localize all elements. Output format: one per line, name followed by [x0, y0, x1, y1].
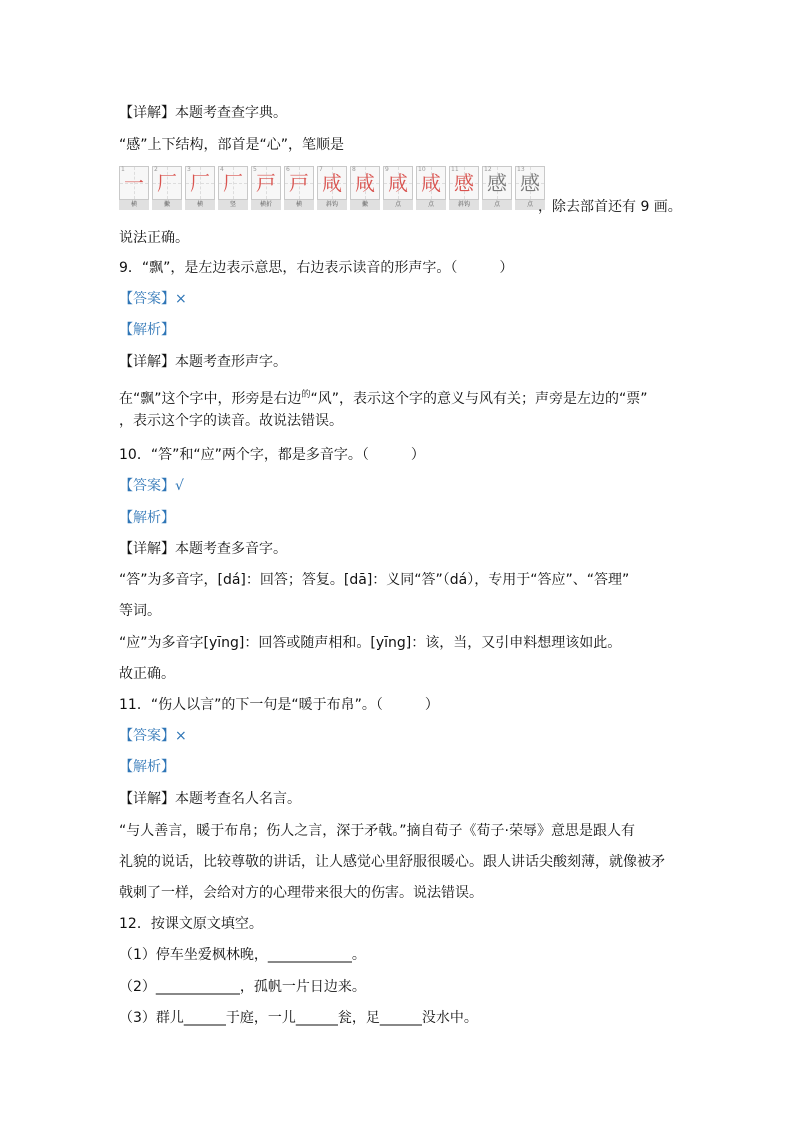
answer-11: 【答案】×	[119, 728, 187, 744]
text-9-1: 在“飘”这个字中，形旁是右边$^的$“风”，表示这个字的意义与风有关；声旁是左边的“票”	[119, 390, 648, 407]
blank-item-3: （3）群儿______于庭，一儿______瓮，足______没水中。	[119, 1010, 478, 1026]
detail-heading-1: 【详解】本题考查查字典。	[119, 105, 287, 121]
stroke-label: 点	[482, 200, 512, 210]
stroke-glyph: 戸	[289, 171, 309, 195]
stroke-number: 9	[385, 166, 389, 173]
analysis-9: 【解析】	[119, 322, 175, 338]
stroke-number: 10	[418, 166, 426, 173]
stroke-glyph: 厂	[190, 171, 210, 195]
answer-10: 【答案】√	[119, 478, 184, 494]
stroke-intro: “感”上下结构，部首是“心”，笔顺是	[119, 137, 345, 153]
detail-11: 【详解】本题考查名人名言。	[119, 791, 301, 807]
stroke-glyph: 咸	[388, 171, 408, 195]
question-9: 9．“飘”，是左边表示意思，右边表示读音的形声字。（ ）	[119, 260, 514, 276]
stroke-step	[416, 166, 446, 210]
stroke-label: 点	[383, 200, 413, 210]
stroke-label: 斜钩	[317, 200, 347, 210]
stroke-glyph: 感	[520, 171, 540, 195]
stroke-glyph: 厂	[223, 171, 243, 195]
stroke-label: 撇	[152, 200, 182, 210]
question-12: 12．按课文原文填空。	[119, 916, 263, 932]
stroke-label: 竖	[218, 200, 248, 210]
stroke-step	[251, 166, 281, 210]
stroke-step	[218, 166, 248, 210]
stroke-glyph: 咸	[355, 171, 375, 195]
analysis-11: 【解析】	[119, 759, 175, 775]
text-10-2: 等词。	[119, 603, 161, 619]
conclusion-1: 说法正确。	[119, 230, 189, 246]
answer-9: 【答案】×	[119, 291, 187, 307]
stroke-glyph: 感	[454, 171, 474, 195]
question-11: 11．“伤人以言”的下一句是“暖于布帛”。（ ）	[119, 697, 439, 713]
detail-9: 【详解】本题考查形声字。	[119, 354, 287, 370]
stroke-label: 横	[119, 200, 149, 210]
stroke-label: 撇	[350, 200, 380, 210]
stroke-number: 1	[121, 166, 125, 173]
stroke-order-chart	[119, 166, 545, 210]
text-11-1: “与人善言，暖于布帛；伤人之言，深于矛戟。”摘自荀子《荀子·荣辱》意思是跟人有	[119, 823, 635, 839]
stroke-step	[185, 166, 215, 210]
detail-10: 【详解】本题考查多音字。	[119, 541, 287, 557]
stroke-label: 横	[185, 200, 215, 210]
stroke-step	[152, 166, 182, 210]
stroke-glyph: 厂	[157, 171, 177, 195]
blank-item-1: （1）停车坐爱枫林晚，____________。	[119, 947, 366, 963]
stroke-number: 12	[484, 166, 492, 173]
stroke-number: 11	[451, 166, 459, 173]
analysis-10: 【解析】	[119, 510, 175, 526]
text-10-4: 故正确。	[119, 666, 175, 682]
stroke-step	[284, 166, 314, 210]
blank-item-2: （2）____________，孤帆一片日边来。	[119, 979, 366, 995]
stroke-label: 斜钩	[449, 200, 479, 210]
stroke-step	[119, 166, 149, 210]
stroke-number: 6	[286, 166, 290, 173]
stroke-step	[350, 166, 380, 210]
stroke-number: 7	[319, 166, 323, 173]
stroke-number: 13	[517, 166, 525, 173]
stroke-step	[317, 166, 347, 210]
stroke-glyph: 咸	[322, 171, 342, 195]
stroke-number: 8	[352, 166, 356, 173]
stroke-glyph: 戸	[256, 171, 276, 195]
stroke-label: 横折	[251, 200, 281, 210]
stroke-label: 横	[284, 200, 314, 210]
text-11-2: 礼貌的说话，比较尊敬的讲话，让人感觉心里舒服很暖心。跟人讲话尖酸刻薄，就像被矛	[119, 854, 665, 870]
stroke-count-note: ，除去部首还有 9 画。	[538, 199, 682, 215]
text-11-3: 戟刺了一样，会给对方的心理带来很大的伤害。说法错误。	[119, 885, 483, 901]
text-10-3: “应”为多音字[yīng]：回答或随声相和。[yīng]：该，当，又引申料想理该如此。	[119, 635, 622, 651]
stroke-glyph: 咸	[421, 171, 441, 195]
question-10: 10．“答”和“应”两个字，都是多音字。（ ）	[119, 447, 425, 463]
stroke-label: 点	[416, 200, 446, 210]
stroke-step	[449, 166, 479, 210]
stroke-number: 4	[220, 166, 224, 173]
text-9-2: ，表示这个字的读音。故说法错误。	[119, 413, 343, 429]
stroke-number: 2	[154, 166, 158, 173]
stroke-step	[482, 166, 512, 210]
stroke-glyph: 感	[487, 171, 507, 195]
stroke-label: 点	[515, 200, 545, 210]
stroke-glyph: 一	[124, 171, 144, 195]
stroke-step	[383, 166, 413, 210]
stroke-number: 3	[187, 166, 191, 173]
stroke-number: 5	[253, 166, 257, 173]
text-10-1: “答”为多音字，[dá]：回答；答复。[dā]：义同“答”（dá），专用于“答应”、“答理”	[119, 572, 630, 588]
